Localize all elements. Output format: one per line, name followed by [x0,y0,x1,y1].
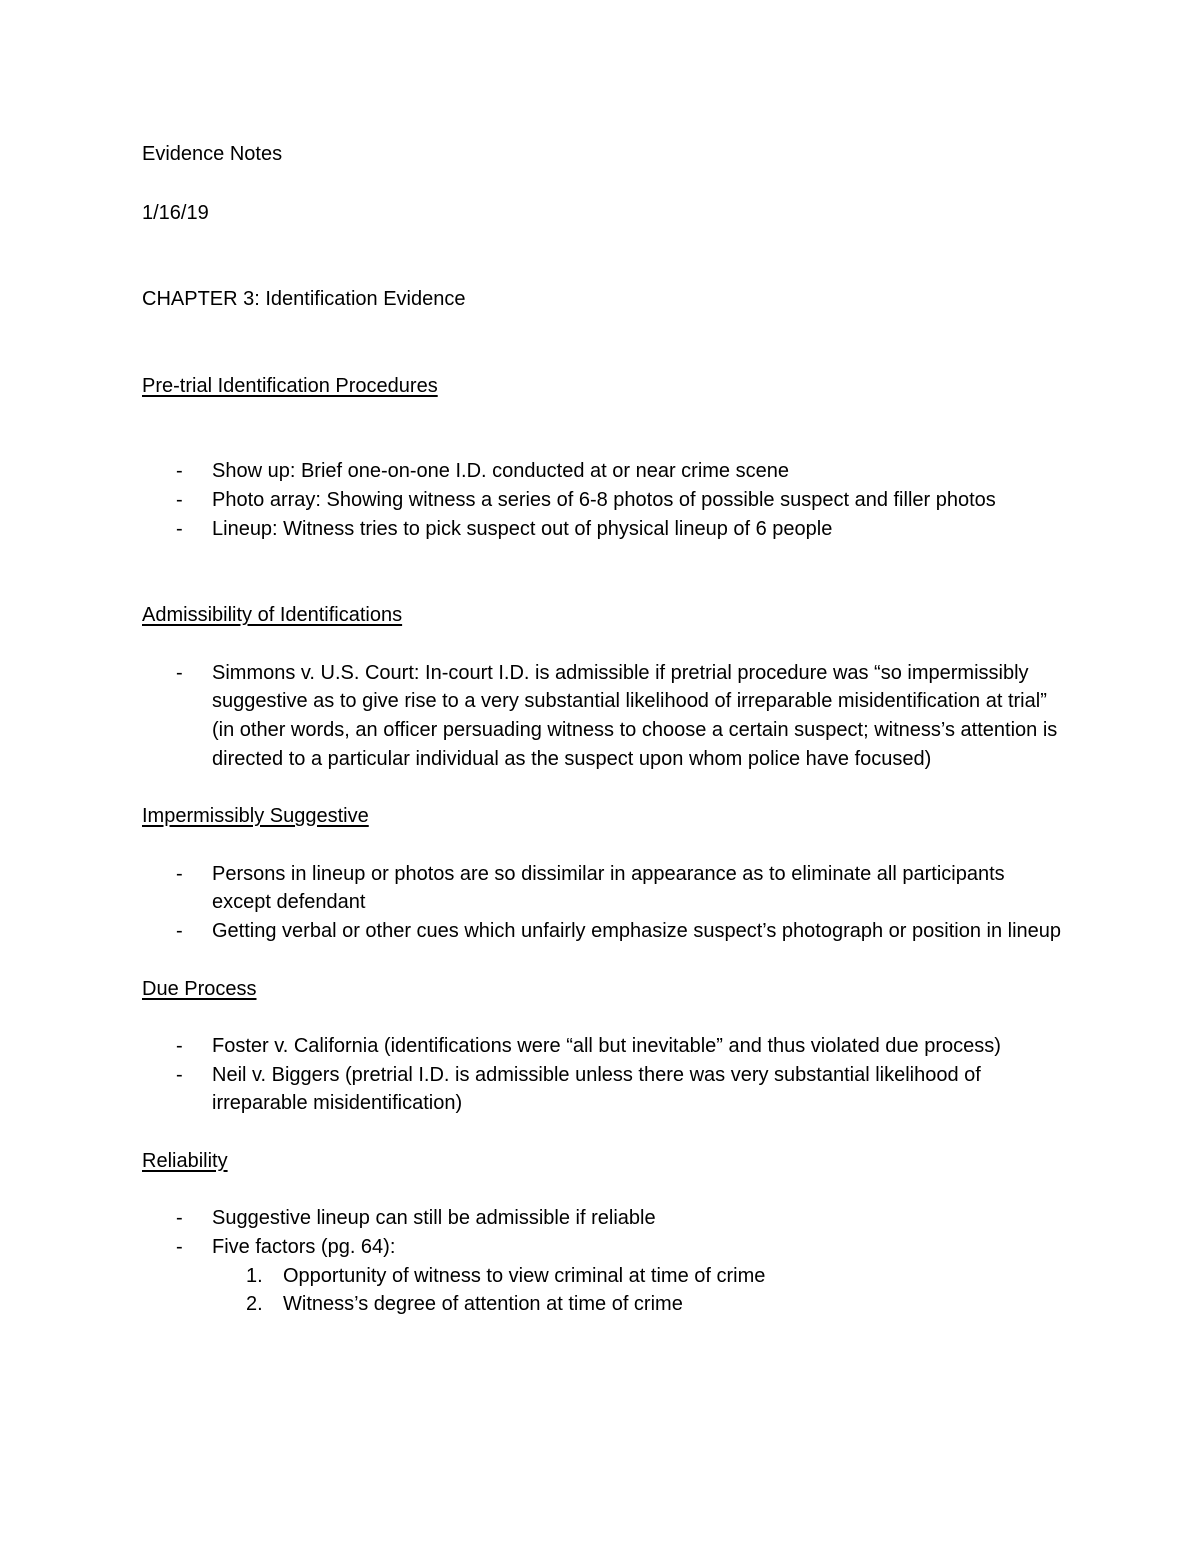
due-process-list [142,1032,1062,1118]
list-item: - Neil v. Biggers (pretrial I.D. is admissible unless there was very substantial likelihood of irreparable misidentification) [142,1061,1062,1118]
admissibility-list [142,659,1062,773]
list-item-text: Witness’s degree of attention at time of crime [283,1293,683,1316]
list-item: - Lineup: Witness tries to pick suspect out of physical lineup of 6 people [142,515,1062,544]
document-body [142,140,1062,1319]
list-item: - Photo array: Showing witness a series of 6-8 photos of possible suspect and filler photos [142,486,1062,515]
list-item: - Getting verbal or other cues which unfairly emphasize suspect’s photograph or position in lineup [142,917,1062,946]
numbered-list-item [142,1290,1063,1319]
list-item: - Simmons v. U.S. Court: In-court I.D. is admissible if pretrial procedure was “so impermissibly suggestive as to give rise to a very substantial likelihood of irreparable misidentification at trial” (in other words, an officer persuading witness to choose a certain suspect; witness’s attention is directed to a particular individual as the suspect upon whom police have focused) [142,659,1062,773]
impermissibly-suggestive-list [142,860,1062,946]
section-heading-due-process: Due Process [142,977,257,1000]
document-date: 1/16/19 [142,201,209,224]
list-item: - Foster v. California (identifications were “all but inevitable” and thus violated due process) [142,1032,1062,1061]
list-number: 2. [246,1293,263,1316]
section-heading-impermissibly-suggestive: Impermissibly Suggestive [142,805,369,828]
pretrial-list [142,457,1062,543]
section-heading-admissibility: Admissibility of Identifications [142,604,403,627]
section-heading-reliability: Reliability [142,1149,228,1172]
chapter-heading: CHAPTER 3: Identification Evidence [142,288,466,311]
list-item: - Persons in lineup or photos are so dissimilar in appearance as to eliminate all participants except defendant [142,860,1062,917]
list-number: 1. [246,1264,263,1287]
reliability-list [142,1204,1062,1261]
list-item-text: Opportunity of witness to view criminal at time of crime [283,1264,766,1287]
section-heading-pretrial: Pre-trial Identification Procedures [142,374,438,397]
list-item: - Show up: Brief one-on-one I.D. conducted at or near crime scene [142,457,1062,486]
list-item: - Suggestive lineup can still be admissible if reliable [142,1204,1062,1233]
list-item: - Five factors (pg. 64): [142,1233,1062,1262]
numbered-list-item [142,1262,1063,1291]
document-title: Evidence Notes [142,143,283,165]
reliability-factors-list [142,1262,1062,1319]
